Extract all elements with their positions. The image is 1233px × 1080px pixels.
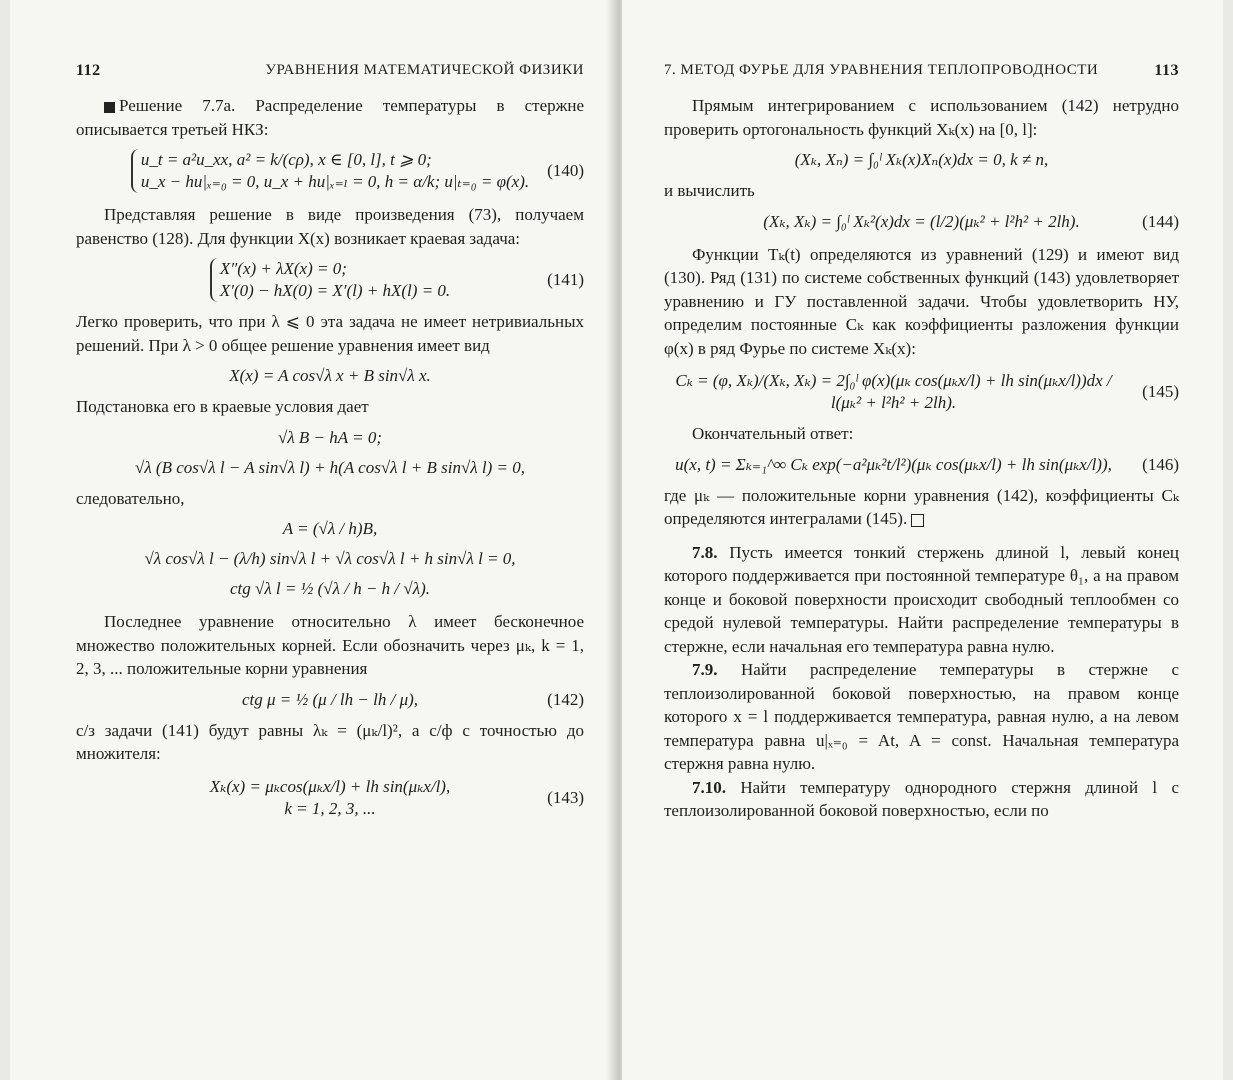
right-running-head: 7. МЕТОД ФУРЬЕ ДЛЯ УРАВНЕНИЯ ТЕПЛОПРОВОДНОСТИ: [664, 62, 1099, 78]
equation-140: u_t = a²u_xx, a² = k/(cρ), x ∈ [0, l], t ⩾ 0; u_x − hu|ₓ₌₀ = 0, u_x + hu|ₓ₌ₗ = 0, h = α/k; u|ₜ₌₀ = φ(x). (140): [76, 149, 584, 193]
right-header: [664, 62, 1179, 80]
problem-7-8: 7.8. Пусть имеется тонкий стержень длиной l, левый конец которого поддерживается при постоянной температуре θ₁, а на правом конце и боковой поверхности происходит свободный теплообмен со средой нулевой температуры. Найти распределение температуры в стержне, если начальная его температура равна нулю.: [664, 542, 1179, 656]
equation-number: (145): [1142, 382, 1179, 401]
equation-substitution-2: √λ (B cos√λ l − A sin√λ l) + h(A cos√λ l + B sin√λ l) = 0,: [134, 457, 525, 477]
paragraph: с/з задачи (141) будут равны λₖ = (μₖ/l)², а с/ф с точностью до множителя:: [76, 720, 584, 763]
paragraph: Подстановка его в краевые условия дает: [76, 397, 369, 416]
equation-number: (141): [547, 270, 584, 289]
equation-substitution-1: √λ B − hA = 0;: [277, 427, 382, 447]
paragraph: Функции Tₖ(t) определяются из уравнений (129) и имеют вид (130). Ряд (131) по системе собственных функций (143) удовлетворяет уравнению и ГУ поставленной задачи. Чтобы удовлетворить НУ, определим постоянные Cₖ как коэффициенты разложения функции φ(x) в ряд Фурье по системе Xₖ(x):: [664, 244, 1179, 358]
equation-number: (144): [1142, 211, 1179, 231]
equation-substitution-5: ctg √λ l = ½ (√λ / h − h / √λ).: [229, 579, 431, 598]
problem-7-10: 7.10. Найти температуру однородного стержня длиной l с теплоизолированной боковой поверхностью, если по: [664, 777, 1179, 820]
equation-143: Xₖ(x) = μₖcos(μₖx/l) + lh sin(μₖx/l), k = 1, 2, 3, ... (143): [209, 776, 584, 818]
paragraph: Окончательный ответ:: [692, 424, 854, 443]
paragraph: и вычислить: [664, 181, 755, 200]
equation-145: Cₖ = (φ, Xₖ)/(Xₖ, Xₖ) = 2∫₀ˡ φ(x)(μₖ cos(μₖx/l) + lh sin(μₖx/l))dx / l(μₖ² + l²h² + 2lh). (145): [675, 371, 1179, 412]
left-header: [76, 62, 584, 80]
equation-146: u(x, t) = Σₖ₌₁^∞ Cₖ exp(−a²μₖ²t/l²)(μₖ cos(μₖx/l) + lh sin(μₖx/l)), (146): [675, 454, 1179, 474]
paragraph: где μₖ — положительные корни уравнения (142), коэффициенты Cₖ определяются интегралами (145).: [664, 485, 1179, 528]
left-running-head: УРАВНЕНИЯ МАТЕМАТИЧЕСКОЙ ФИЗИКИ: [265, 62, 584, 78]
paragraph: Представляя решение в виде произведения (73), получаем равенство (128). Для функции X(x) возникает краевая задача:: [76, 205, 584, 248]
right-page: [622, 0, 1223, 1080]
left-page: [10, 0, 614, 1080]
equation-substitution-4: √λ cos√λ l − (λ/h) sin√λ l + √λ cos√λ l + h sin√λ l = 0,: [144, 549, 516, 568]
equation-144: (Xₖ, Xₖ) = ∫₀ˡ Xₖ²(x)dx = (l/2)(μₖ² + l²h² + 2lh). (144): [763, 211, 1179, 231]
solution-intro: Решение 7.7а. Распределение температуры в стержне описывается третьей НКЗ:: [76, 96, 584, 139]
paragraph: Прямым интегрированием с использованием (142) нетрудно проверить ортогональность функций Xₖ(x) на [0, l]:: [664, 96, 1179, 139]
paragraph: Последнее уравнение относительно λ имеет бесконечное множество положительных корней. Если обозначить через μₖ, k = 1, 2, 3, ... положительные корни уравнения: [76, 612, 584, 678]
solution-marker-icon: [104, 102, 115, 113]
equation-number: (140): [547, 161, 584, 180]
equation-number: (146): [1142, 454, 1179, 474]
equation-general-solution: X(x) = A cos√λ x + B sin√λ x.: [229, 366, 431, 385]
left-page-number: 112: [76, 62, 101, 79]
paragraph: следовательно,: [76, 488, 185, 508]
right-page-number: 113: [1154, 62, 1179, 79]
equation-number: (142): [547, 689, 584, 709]
paragraph: Легко проверить, что при λ ⩽ 0 эта задача не имеет нетривиальных решений. При λ > 0 общее решение уравнения имеет вид: [76, 312, 584, 355]
equation-number: (143): [547, 787, 584, 807]
problem-7-9: 7.9. Найти распределение температуры в стержне с теплоизолированной боковой поверхностью, на правом конце которого x = l поддерживается температура, равная нулю, а на левом температура равна u|ₓ₌₀ = At, A = const. Начальная температура стержня равна нулю.: [664, 660, 1179, 773]
equation-141: X″(x) + λX(x) = 0; X′(0) − hX(0) = X′(l) + hX(l) = 0. (141): [76, 258, 584, 302]
equation-orthogonality: (Xₖ, Xₙ) = ∫₀ˡ Xₖ(x)Xₙ(x)dx = 0, k ≠ n,: [794, 150, 1049, 169]
end-of-solution-icon: [911, 514, 924, 527]
equation-substitution-3: A = (√λ / h)B,: [282, 519, 378, 538]
equation-142: ctg μ = ½ (μ / lh − lh / μ), (142): [241, 689, 584, 709]
